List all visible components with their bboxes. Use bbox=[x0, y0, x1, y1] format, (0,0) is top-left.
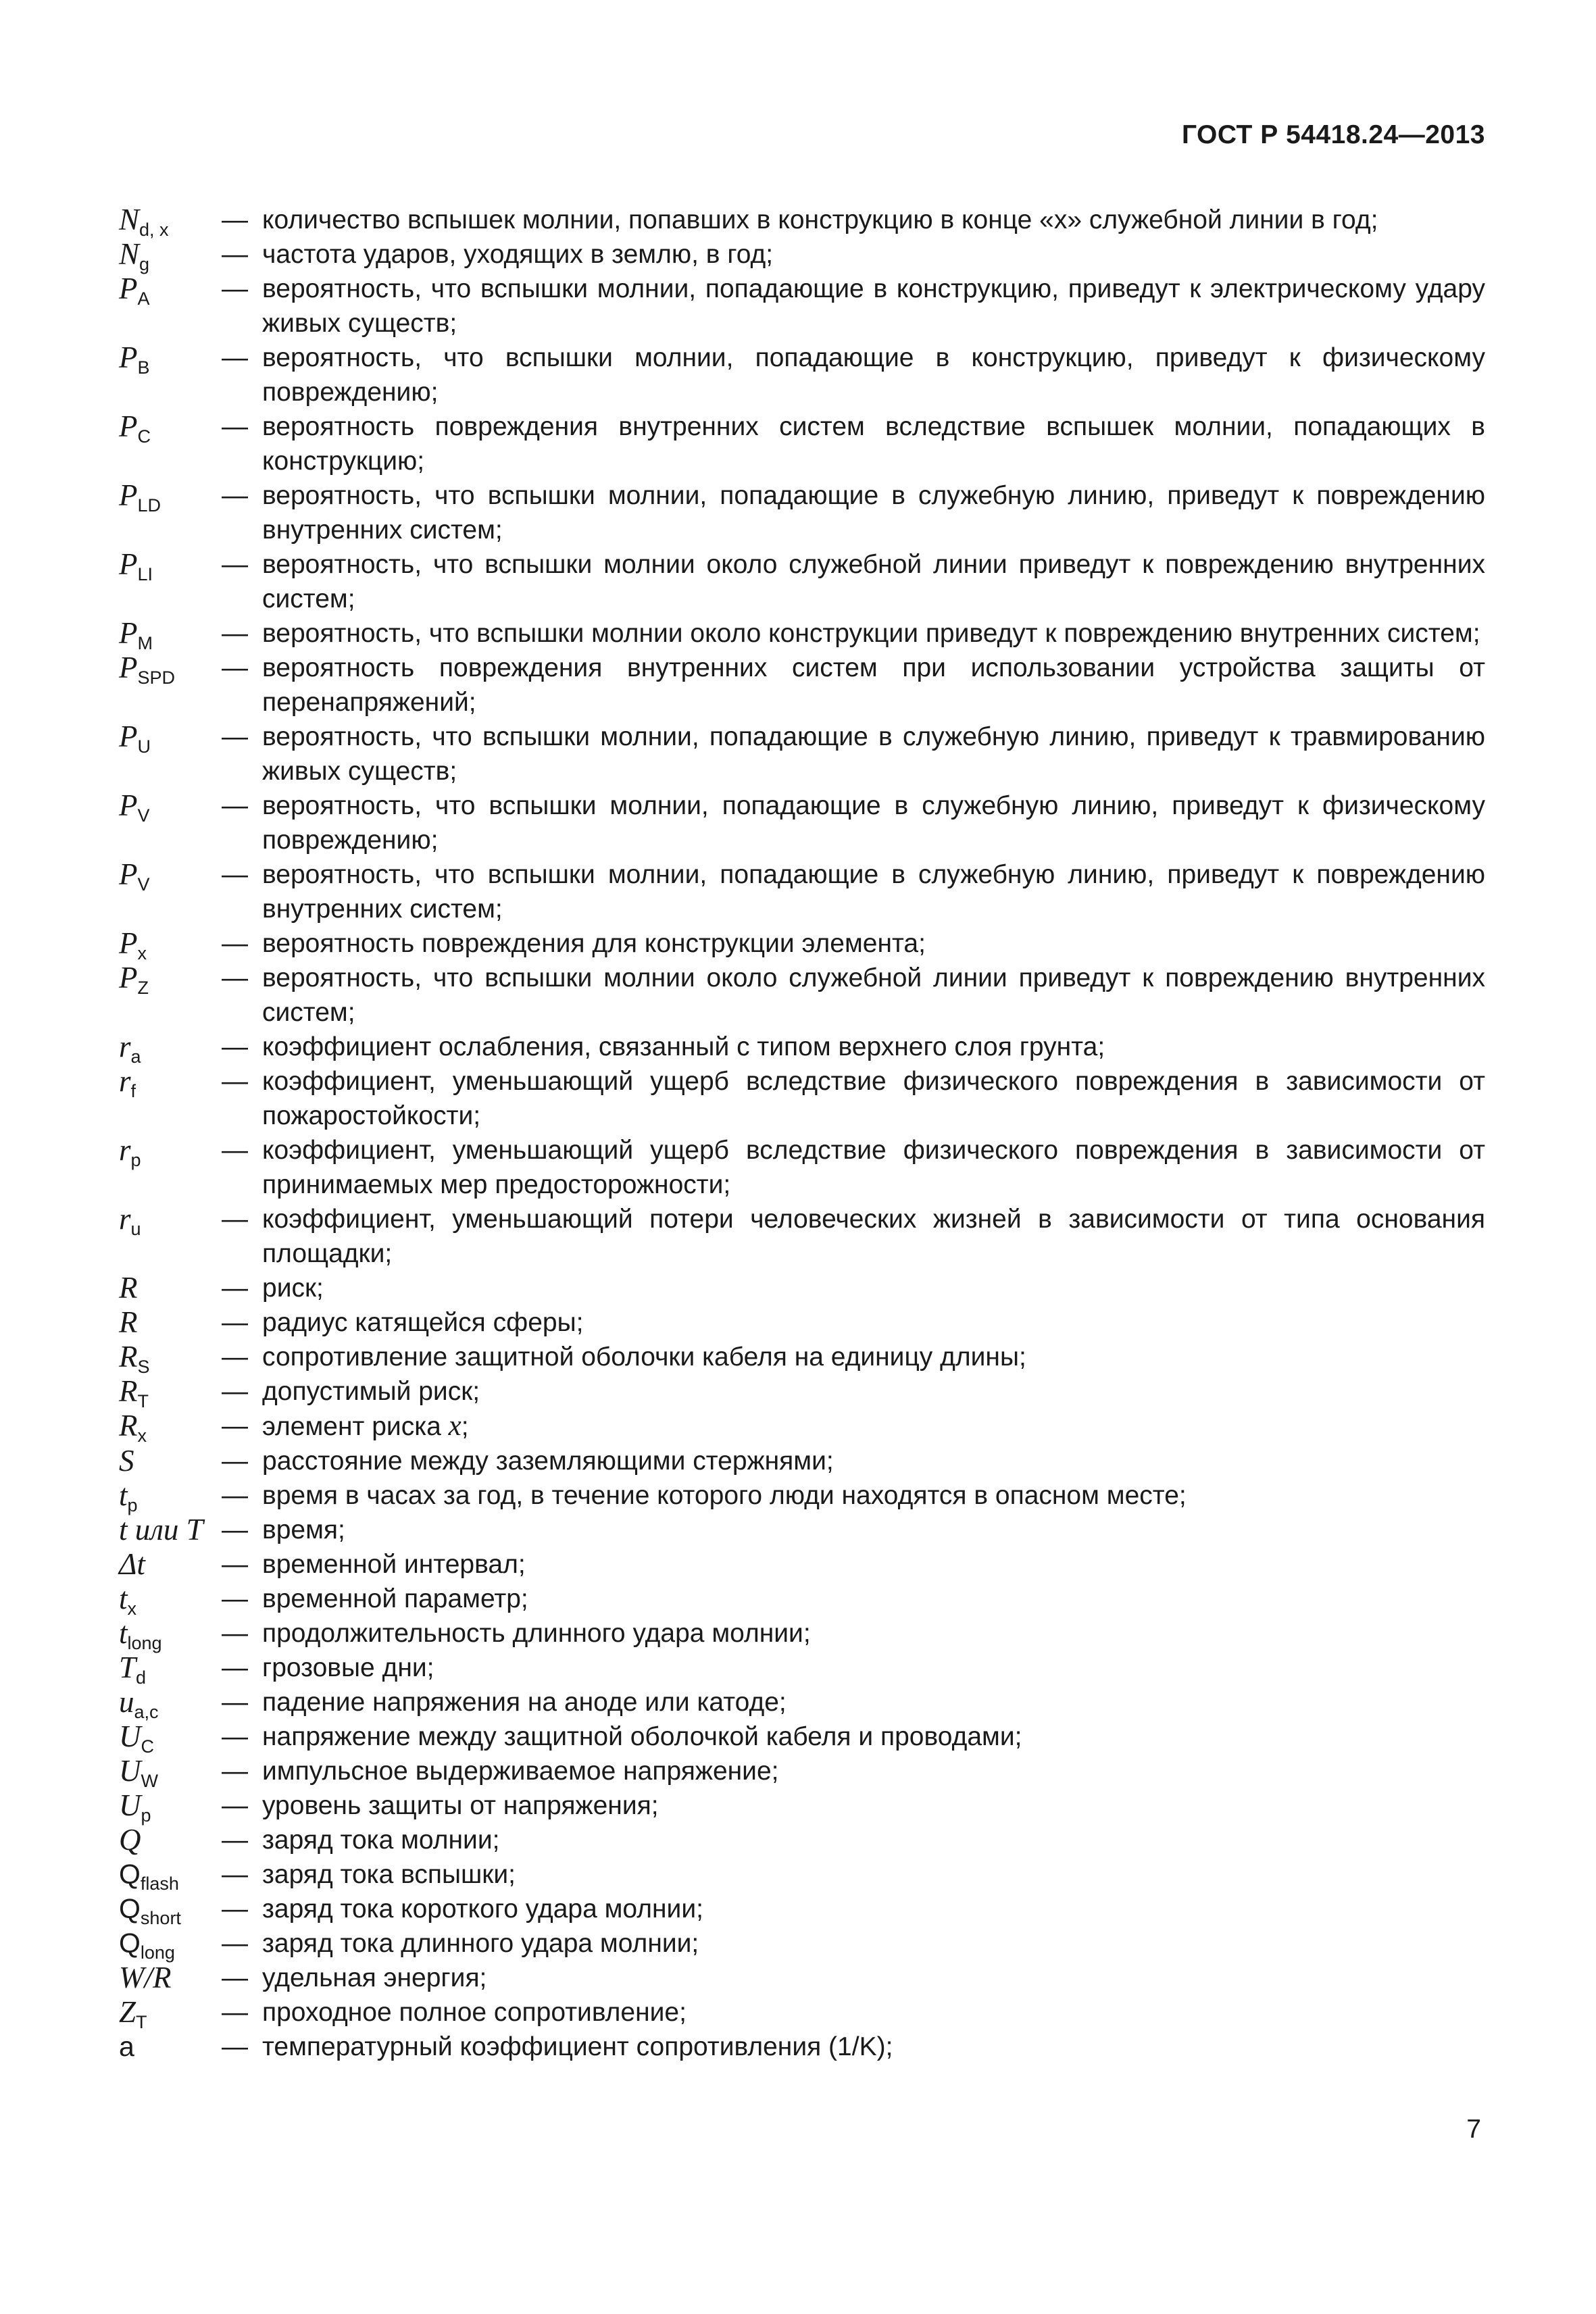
em-dash: — bbox=[222, 1791, 248, 1820]
symbol-main: N bbox=[119, 237, 140, 271]
symbol-subscript: p bbox=[130, 1150, 141, 1170]
symbol-subscript: W bbox=[141, 1771, 158, 1791]
symbol-main: U bbox=[119, 1754, 141, 1788]
symbol-main: S bbox=[119, 1444, 134, 1478]
symbol-main: P bbox=[119, 788, 138, 822]
symbol-entry bbox=[119, 1754, 1485, 1791]
em-dash: — bbox=[222, 1619, 248, 1648]
symbol bbox=[119, 1616, 222, 1651]
symbol-subscript: a,c bbox=[134, 1702, 159, 1722]
symbol bbox=[119, 1892, 222, 1926]
symbol-description: коэффициент, уменьшающий потери человеческих жизней в зависимости от типа основания площадки; bbox=[262, 1205, 1485, 1268]
symbol bbox=[119, 961, 222, 1030]
symbol bbox=[119, 1030, 222, 1067]
symbol bbox=[119, 1409, 222, 1444]
symbol bbox=[119, 1305, 222, 1340]
symbol-subscript: T bbox=[137, 1391, 149, 1411]
symbol-main: P bbox=[119, 616, 138, 650]
symbol-entry bbox=[119, 1513, 1485, 1547]
em-dash: — bbox=[222, 1584, 248, 1613]
em-dash: — bbox=[222, 1688, 248, 1717]
symbol bbox=[119, 1547, 222, 1582]
symbol-description: частота ударов, уходящих в землю, в год; bbox=[262, 240, 774, 269]
symbol bbox=[119, 1961, 222, 1995]
symbol bbox=[119, 1823, 222, 1857]
symbol-subscript: p bbox=[141, 1805, 151, 1826]
symbol-main: P bbox=[119, 341, 138, 374]
symbol bbox=[119, 1202, 222, 1271]
symbol-description: вероятность, что вспышки молнии около служебной линии приведут к повреждению внутренних систем; bbox=[262, 963, 1485, 1027]
symbol bbox=[119, 1685, 222, 1722]
em-dash: — bbox=[222, 1515, 248, 1544]
symbol-description: вероятность, что вспышки молнии около конструкции приведут к повреждению внутренних систем; bbox=[262, 619, 1480, 648]
symbol-entry bbox=[119, 1409, 1485, 1444]
symbol-subscript: g bbox=[139, 254, 150, 274]
symbol-main: Δt bbox=[119, 1547, 145, 1581]
symbol-entry bbox=[119, 341, 1485, 409]
em-dash: — bbox=[222, 791, 248, 820]
symbol-entry bbox=[119, 1340, 1485, 1377]
symbol-entry bbox=[119, 1788, 1485, 1826]
symbol-subscript: V bbox=[137, 874, 150, 895]
symbol-main: t bbox=[119, 1478, 128, 1512]
symbol bbox=[119, 651, 222, 720]
symbol-description: грозовые дни; bbox=[262, 1653, 434, 1682]
symbol-main: R bbox=[119, 1340, 138, 1374]
symbol-description: вероятность, что вспышки молнии, попадающие в конструкцию, приведут к физическому повреждению; bbox=[262, 343, 1485, 407]
symbol-description: время; bbox=[262, 1515, 345, 1544]
symbol-entry bbox=[119, 1133, 1485, 1202]
symbol-description: вероятность, что вспышки молнии около служебной линии приведут к повреждению внутренних систем; bbox=[262, 550, 1485, 613]
symbol bbox=[119, 857, 222, 926]
symbol-description: расстояние между заземляющими стержнями; bbox=[262, 1447, 834, 1476]
symbol-main: R bbox=[119, 1374, 138, 1408]
symbol-description: радиус катящейся сферы; bbox=[262, 1308, 584, 1337]
em-dash: — bbox=[222, 1447, 248, 1476]
symbol-entry bbox=[119, 1892, 1485, 1926]
em-dash: — bbox=[222, 1963, 248, 1992]
symbol bbox=[119, 478, 222, 547]
symbol-description: заряд тока длинного удара молнии; bbox=[262, 1929, 699, 1958]
symbol-main: a bbox=[119, 2031, 134, 2062]
symbol bbox=[119, 2030, 222, 2064]
symbol-description: уровень защиты от напряжения; bbox=[262, 1791, 659, 1820]
symbol-entry bbox=[119, 788, 1485, 857]
symbol-description: вероятность, что вспышки молнии, попадающие в служебную линию, приведут к повреждению внутренних систем; bbox=[262, 860, 1485, 924]
em-dash: — bbox=[222, 1342, 248, 1372]
symbol bbox=[119, 788, 222, 857]
symbol-main: P bbox=[119, 720, 138, 753]
em-dash: — bbox=[222, 1481, 248, 1510]
symbol bbox=[119, 1064, 222, 1133]
symbol-entry bbox=[119, 1616, 1485, 1651]
symbol-main: r bbox=[119, 1202, 131, 1236]
symbol-main: U bbox=[119, 1788, 141, 1822]
symbol-main: Q bbox=[119, 1928, 141, 1959]
symbol-description: проходное полное сопротивление; bbox=[262, 1998, 687, 2027]
symbol-entry bbox=[119, 1857, 1485, 1892]
symbol-subscript: C bbox=[141, 1736, 154, 1757]
symbol-description: вероятность повреждения для конструкции элемента; bbox=[262, 929, 926, 958]
symbol-entry bbox=[119, 1685, 1485, 1722]
em-dash: — bbox=[222, 1205, 248, 1234]
em-dash: — bbox=[222, 963, 248, 992]
symbol-subscript: V bbox=[137, 805, 150, 826]
symbol-subscript: T bbox=[136, 2012, 147, 2032]
symbol-subscript: long bbox=[140, 1942, 175, 1963]
symbol-subscript: U bbox=[137, 736, 151, 757]
symbol-subscript: A bbox=[137, 288, 150, 309]
symbol-main: R bbox=[119, 1271, 138, 1305]
symbol-entry bbox=[119, 1582, 1485, 1619]
symbol-subscript: d bbox=[136, 1667, 147, 1688]
em-dash: — bbox=[222, 929, 248, 958]
symbol-subscript: u bbox=[130, 1219, 141, 1239]
symbol-main: P bbox=[119, 651, 138, 684]
em-dash: — bbox=[222, 1550, 248, 1579]
symbol bbox=[119, 237, 222, 272]
symbol-description: напряжение между защитной оболочкой кабеля и проводами; bbox=[262, 1722, 1022, 1751]
em-dash: — bbox=[222, 1757, 248, 1786]
symbol-entry bbox=[119, 1478, 1485, 1513]
symbol-main: Z bbox=[119, 1995, 136, 2029]
symbol-subscript: B bbox=[137, 357, 150, 378]
symbol bbox=[119, 1340, 222, 1377]
symbol-subscript: short bbox=[140, 1908, 181, 1928]
em-dash: — bbox=[222, 481, 248, 510]
symbol-subscript: x bbox=[127, 1599, 137, 1619]
symbol-entry bbox=[119, 1202, 1485, 1271]
em-dash: — bbox=[222, 1860, 248, 1889]
symbol-entry bbox=[119, 1030, 1485, 1067]
page-number: 7 bbox=[1466, 2115, 1481, 2144]
symbol-entry bbox=[119, 547, 1485, 616]
em-dash: — bbox=[222, 274, 248, 303]
symbol-main: R bbox=[119, 1305, 138, 1339]
symbol-main: R bbox=[119, 1409, 138, 1442]
em-dash: — bbox=[222, 2032, 248, 2061]
symbol-description: риск; bbox=[262, 1274, 324, 1303]
em-dash: — bbox=[222, 1032, 248, 1061]
symbol bbox=[119, 1857, 222, 1892]
symbol-description: вероятность, что вспышки молнии, попадающие в конструкцию, приведут к электрическому удару живых существ; bbox=[262, 274, 1485, 338]
symbol-entry bbox=[119, 1305, 1485, 1340]
symbol-subscript: SPD bbox=[137, 668, 176, 688]
symbol-subscript: C bbox=[137, 426, 151, 447]
symbol bbox=[119, 1926, 222, 1961]
symbol-entry bbox=[119, 616, 1485, 651]
symbol-description: вероятность, что вспышки молнии, попадающие в служебную линию, приведут к повреждению внутренних систем; bbox=[262, 481, 1485, 545]
symbol-main: t bbox=[119, 1616, 128, 1650]
em-dash: — bbox=[222, 1826, 248, 1855]
symbol bbox=[119, 1444, 222, 1478]
symbol-main: P bbox=[119, 547, 138, 581]
em-dash: — bbox=[222, 1929, 248, 1958]
symbol-main: r bbox=[119, 1133, 131, 1167]
symbol-entry bbox=[119, 2030, 1485, 2064]
symbol-main: t bbox=[119, 1582, 128, 1615]
symbol-entry bbox=[119, 1823, 1485, 1857]
symbol bbox=[119, 1754, 222, 1791]
symbol-main: U bbox=[119, 1719, 141, 1753]
em-dash: — bbox=[222, 1894, 248, 1923]
symbol-description: временной параметр; bbox=[262, 1584, 528, 1613]
em-dash: — bbox=[222, 1308, 248, 1337]
symbol-description: вероятность, что вспышки молнии, попадающие в служебную линию, приведут к физическому повреждению; bbox=[262, 791, 1485, 855]
symbol-description: допустимый риск; bbox=[262, 1377, 480, 1406]
symbol bbox=[119, 1374, 222, 1409]
symbol-list bbox=[119, 203, 1485, 2064]
symbol bbox=[119, 720, 222, 788]
symbol-entry bbox=[119, 857, 1485, 926]
em-dash: — bbox=[222, 860, 248, 889]
symbol-main: r bbox=[119, 1030, 131, 1063]
symbol-main: P bbox=[119, 409, 138, 443]
symbol bbox=[119, 1651, 222, 1688]
symbol-description: количество вспышек молнии, попавших в конструкцию в конце «х» служебной линии в год; bbox=[262, 205, 1378, 234]
symbol-entry bbox=[119, 1961, 1485, 1995]
symbol-description: элемент риска x; bbox=[262, 1410, 469, 1442]
symbol-description: заряд тока короткого удара молнии; bbox=[262, 1894, 703, 1923]
symbol bbox=[119, 272, 222, 341]
symbol-description: временной интервал; bbox=[262, 1550, 526, 1579]
symbol-description: температурный коэффициент сопротивления (1/K); bbox=[262, 2032, 893, 2061]
symbol-main: Q bbox=[119, 1893, 141, 1924]
symbol bbox=[119, 341, 222, 409]
symbol-description: коэффициент, уменьшающий ущерб вследствие физического повреждения в зависимости от принимаемых мер предосторожности; bbox=[262, 1136, 1485, 1199]
em-dash: — bbox=[222, 343, 248, 372]
symbol-subscript: f bbox=[130, 1081, 136, 1101]
em-dash: — bbox=[222, 205, 248, 234]
symbol-subscript: d, x bbox=[139, 220, 169, 240]
symbol-description: заряд тока вспышки; bbox=[262, 1860, 516, 1889]
symbol-entry bbox=[119, 272, 1485, 341]
symbol-entry bbox=[119, 1651, 1485, 1688]
symbol-main: r bbox=[119, 1064, 131, 1098]
symbol-entry bbox=[119, 720, 1485, 788]
symbol-description: коэффициент, уменьшающий ущерб вследствие физического повреждения в зависимости от пожаростойкости; bbox=[262, 1067, 1485, 1130]
em-dash: — bbox=[222, 619, 248, 648]
em-dash: — bbox=[222, 1136, 248, 1165]
symbol-description: падение напряжения на аноде или катоде; bbox=[262, 1688, 787, 1717]
symbol-subscript: M bbox=[137, 633, 153, 653]
symbol bbox=[119, 1788, 222, 1826]
symbol-main: N bbox=[119, 203, 140, 236]
document-header: ГОСТ Р 54418.24—2013 bbox=[1181, 120, 1485, 149]
symbol-entry bbox=[119, 237, 1485, 272]
symbol-main: t или T bbox=[119, 1513, 203, 1546]
symbol-entry bbox=[119, 1064, 1485, 1133]
symbol-main: P bbox=[119, 272, 138, 305]
symbol-main: P bbox=[119, 478, 138, 512]
symbol bbox=[119, 1582, 222, 1619]
symbol-main: W/R bbox=[119, 1961, 172, 1994]
symbol bbox=[119, 547, 222, 616]
em-dash: — bbox=[222, 1998, 248, 2027]
symbol-subscript: long bbox=[127, 1633, 162, 1653]
symbol-description: вероятность повреждения внутренних систем при использовании устройства защиты от перенапряжений; bbox=[262, 653, 1485, 717]
symbol-main: Q bbox=[119, 1823, 141, 1857]
symbol-description: заряд тока молнии; bbox=[262, 1826, 500, 1855]
symbol-subscript: Z bbox=[137, 978, 149, 998]
symbol-entry bbox=[119, 1719, 1485, 1757]
symbol-main: P bbox=[119, 926, 138, 960]
em-dash: — bbox=[222, 1411, 248, 1440]
symbol-description: время в часах за год, в течение которого люди находятся в опасном месте; bbox=[262, 1481, 1187, 1510]
symbol-main: P bbox=[119, 857, 138, 891]
symbol-main: P bbox=[119, 961, 138, 995]
symbol-entry bbox=[119, 203, 1485, 240]
em-dash: — bbox=[222, 722, 248, 751]
symbol-main: T bbox=[119, 1651, 136, 1684]
symbol-subscript: flash bbox=[140, 1873, 179, 1894]
symbol-entry bbox=[119, 409, 1485, 478]
symbol-subscript: S bbox=[137, 1357, 150, 1377]
symbol-subscript: a bbox=[130, 1047, 141, 1067]
em-dash: — bbox=[222, 1067, 248, 1096]
symbol bbox=[119, 1995, 222, 2030]
symbol-subscript: x bbox=[137, 943, 147, 963]
em-dash: — bbox=[222, 653, 248, 682]
symbol bbox=[119, 616, 222, 651]
symbol-entry bbox=[119, 1374, 1485, 1409]
symbol-subscript: x bbox=[137, 1426, 147, 1446]
symbol-entry bbox=[119, 926, 1485, 961]
symbol bbox=[119, 1719, 222, 1757]
symbol-main: Q bbox=[119, 1859, 141, 1890]
em-dash: — bbox=[222, 550, 248, 579]
symbol-entry bbox=[119, 1995, 1485, 2030]
symbol bbox=[119, 1478, 222, 1513]
symbol-entry bbox=[119, 1271, 1485, 1305]
symbol bbox=[119, 1513, 222, 1547]
symbol bbox=[119, 203, 222, 240]
symbol-entry bbox=[119, 961, 1485, 1030]
symbol-entry bbox=[119, 1444, 1485, 1478]
symbol-subscript: LD bbox=[137, 495, 161, 515]
em-dash: — bbox=[222, 240, 248, 269]
symbol-entry bbox=[119, 651, 1485, 720]
symbol bbox=[119, 1133, 222, 1202]
symbol-entry bbox=[119, 1926, 1485, 1961]
em-dash: — bbox=[222, 412, 248, 441]
em-dash: — bbox=[222, 1274, 248, 1303]
em-dash: — bbox=[222, 1377, 248, 1406]
em-dash: — bbox=[222, 1722, 248, 1751]
symbol-description: сопротивление защитной оболочки кабеля на единицу длины; bbox=[262, 1342, 1026, 1372]
symbol-subscript: p bbox=[127, 1495, 138, 1515]
symbol bbox=[119, 926, 222, 961]
symbol-entry bbox=[119, 478, 1485, 547]
symbol-description: вероятность, что вспышки молнии, попадающие в служебную линию, приведут к травмированию живых существ; bbox=[262, 722, 1485, 786]
symbol-main: u bbox=[119, 1685, 134, 1719]
symbol-description: импульсное выдерживаемое напряжение; bbox=[262, 1757, 779, 1786]
symbol-description: удельная энергия; bbox=[262, 1963, 487, 1992]
symbol-description: вероятность повреждения внутренних систем вследствие вспышек молнии, попадающих в конструкцию; bbox=[262, 412, 1485, 476]
symbol-subscript: LI bbox=[137, 564, 153, 584]
symbol-description: продолжительность длинного удара молнии; bbox=[262, 1619, 811, 1648]
em-dash: — bbox=[222, 1653, 248, 1682]
symbol-entry bbox=[119, 1547, 1485, 1582]
symbol bbox=[119, 1271, 222, 1305]
symbol bbox=[119, 409, 222, 478]
symbol-description: коэффициент ослабления, связанный с типом верхнего слоя грунта; bbox=[262, 1032, 1105, 1061]
